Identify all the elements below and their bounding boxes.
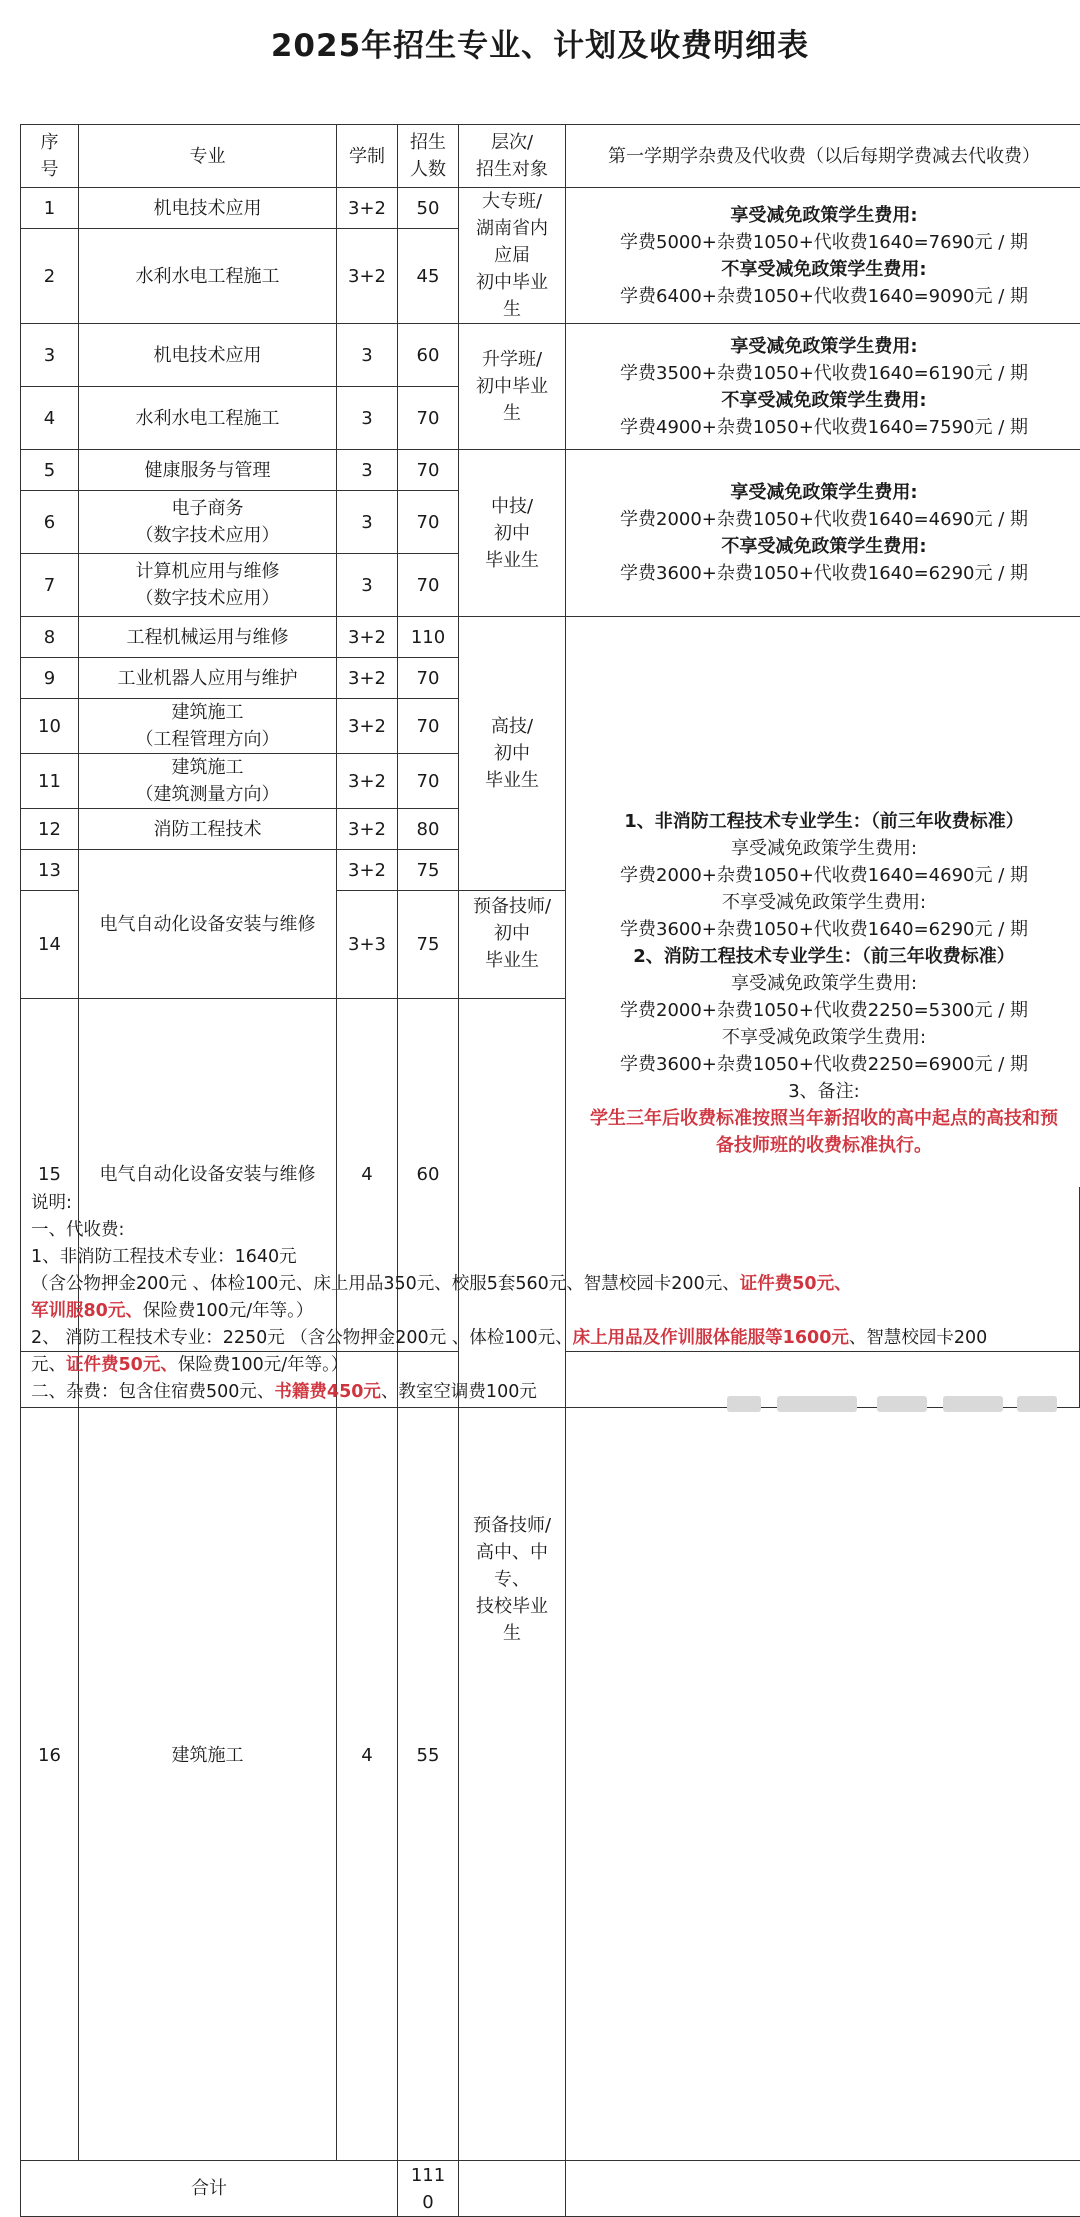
fee-cell: 享受减免政策学生费用: 学费2000+杂费1050+代收费1640=4690元 / 期 不享受减免政策学生费用: 学费3600+杂费1050+代收费1640=6290元 / 期 [566,450,1080,617]
header-fee: 第一学期学杂费及代收费（以后每期学费减去代收费） [566,125,1080,188]
table-row: 7 计算机应用与维修 （数字技术应用） 3 70 [21,554,1080,617]
fee-cell: 享受减免政策学生费用: 学费5000+杂费1050+代收费1640=7690元 / 期 不享受减免政策学生费用: 学费6400+杂费1050+代收费1640=9090元 / 期 [566,188,1080,324]
table-row: 14 3+3 75 预备技师/ 初中 毕业生 [21,891,1080,999]
table-row: 10 建筑施工 （工程管理方向） 3+2 70 [21,699,1080,754]
table-row: 11 建筑施工 （建筑测量方向） 3+2 70 [21,754,1080,809]
header-duration: 学制 [337,125,398,188]
level-cell: 预备技师/ 高中、中 专、 技校毕业 生 [459,999,566,2161]
total-row [21,2161,1080,2217]
table-row: 12 消防工程技术 3+2 80 [21,809,1080,850]
table-row: 6 电子商务 （数字技术应用） 3 70 [21,491,1080,554]
level-cell: 高技/ 初中 毕业生 [459,617,566,891]
table-row: 4 水利水电工程施工 3 70 [21,387,1080,450]
table-row: 15 电气自动化设备安装与维修 4 60 预备技师/ 高中、中 专、 技校毕业 生 [21,999,1080,1352]
header-no: 序 号 [21,125,79,188]
level-cell: 预备技师/ 初中 毕业生 [459,891,566,999]
total-label: 合计 [21,2161,398,2217]
header-level: 层次/ 招生对象 [459,125,566,188]
header-major: 专业 [79,125,337,188]
page-title: 2025年招生专业、计划及收费明细表 [0,20,1080,65]
notes-section: 说明: 一、代收费: 1、非消防工程技术专业：1640元 （含公物押金200元 、体检100元、床上用品350元、校服5套560元、智慧校园卡200元、证件费50元、 军训服80元、保险费100元/年等。） 2、 消防工程技术专业：2250元 （含公物押金200元 、体检100元、床上用品及作训服体能服等1600元、智慧校园卡200 元、证件费50元、保险费100元/年等。） 二、杂费：包含住宿费500元、书籍费450元、教室空调费100元 [20,1187,1080,1408]
level-cell: 中技/ 初中 毕业生 [459,450,566,617]
enrollment-fee-table [20,124,1080,2217]
table-header-row [21,125,1080,188]
table-row: 2 水利水电工程施工 3+2 45 [21,229,1080,324]
fee-cell: 1、非消防工程技术专业学生：（前三年收费标准） 享受减免政策学生费用: 学费2000+杂费1050+代收费1640=4690元 / 期 不享受减免政策学生费用: 学费3600+杂费1050+代收费1640=6290元 / 期 2、消防工程技术专业学生：（前三年收费标准） 享受减免政策学生费用: 学费2000+杂费1050+代收费2250=5300元 / 期 不享受减免政策学生费用: 学费3600+杂费1050+代收费2250=6900元 / 期 3、备注: 学生三年后收费标准按照当年新招收的高中起点的高技和预 备技师班的收费标准执行。 [566,617,1080,1352]
table-row: 5 健康服务与管理 3 70 中技/ 初中 毕业生 享受减免政策学生费用: 学费2000+杂费1050+代收费1640=4690元 / 期 不享受减免政策学生费用: 学费3600+杂费1050+代收费1640=6290元 / 期 [21,450,1080,491]
table-row: 13 电气自动化设备安装与维修 3+2 75 [21,850,1080,891]
level-cell: 大专班/ 湖南省内 应届 初中毕业 生 [459,188,566,324]
watermark [727,1389,1062,1419]
header-count: 招生 人数 [398,125,459,188]
table-row: 16 建筑施工 4 55 [21,1351,1080,2160]
level-cell: 升学班/ 初中毕业 生 [459,324,566,450]
fee-cell: 享受减免政策学生费用: 学费3500+杂费1050+代收费1640=6190元 / 期 不享受减免政策学生费用: 学费4900+杂费1050+代收费1640=7590元 / 期 [566,324,1080,450]
table-row: 9 工业机器人应用与维护 3+2 70 [21,658,1080,699]
table-row: 1 机电技术应用 3+2 50 大专班/ 湖南省内 应届 初中毕业 生 享受减免政策学生费用: 学费5000+杂费1050+代收费1640=7690元 / 期 不享受减免政策学生费用: 学费6400+杂费1050+代收费1640=9090元 / 期 [21,188,1080,229]
table-row: 3 机电技术应用 3 60 升学班/ 初中毕业 生 享受减免政策学生费用: 学费3500+杂费1050+代收费1640=6190元 / 期 不享受减免政策学生费用: 学费4900+杂费1050+代收费1640=7590元 / 期 [21,324,1080,387]
total-value: 111 0 [398,2161,459,2217]
table-row: 8 工程机械运用与维修 3+2 110 高技/ 初中 毕业生 1、非消防工程技术专业学生：（前三年收费标准） 享受减免政策学生费用: 学费2000+杂费1050+代收费1640=4690元 / 期 不享受减免政策学生费用: 学费3600+杂费1050+代收费1640=6290元 / 期 2、消防工程技术专业学生：（前三年收费标准） 享受减免政策学生费用: 学费2000+杂费1050+代收费2250=5300元 / 期 不享受减免政策学生费用: 学费3600+杂费1050+代收费2250=6900元 / 期 3、备注: 学生三年后收费标准按照当年新招收的高中起点的高技和预 备技师班的收费标准执行。 [21,617,1080,658]
